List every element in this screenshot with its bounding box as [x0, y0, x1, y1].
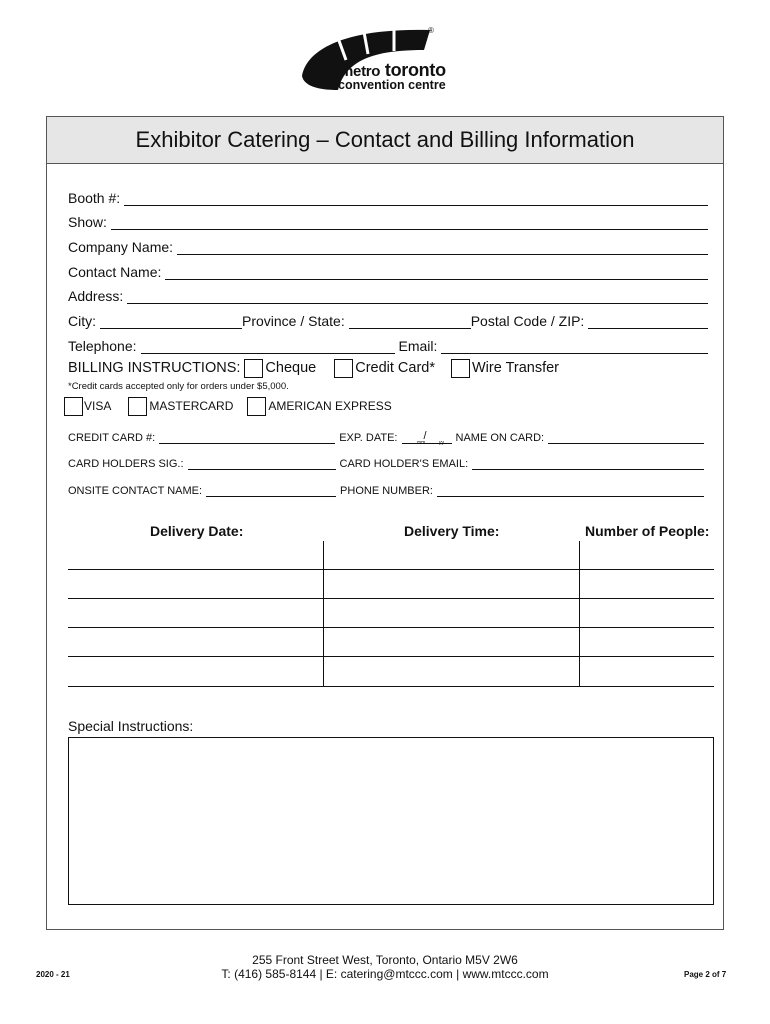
cheque-checkbox[interactable]	[244, 359, 263, 378]
address-row	[68, 286, 708, 304]
address-label: Address:	[68, 288, 124, 304]
exp-date-slash: /	[423, 430, 427, 442]
company-row	[68, 237, 708, 255]
onsite-contact-field[interactable]	[206, 485, 336, 497]
province-field[interactable]	[349, 314, 471, 329]
people-header: Number of People:	[585, 523, 710, 539]
exp-date-field[interactable]	[402, 432, 452, 444]
title-bar	[47, 117, 723, 164]
city-row	[68, 311, 708, 329]
province-label: Province / State:	[242, 313, 345, 329]
registered-mark: ®	[428, 26, 434, 35]
special-instructions-box[interactable]	[68, 737, 714, 905]
holder-row	[68, 452, 704, 470]
email-field[interactable]	[441, 339, 708, 354]
show-field[interactable]	[111, 215, 708, 230]
special-instructions-label: Special Instructions:	[68, 718, 194, 734]
logo-subline: convention centre	[338, 78, 446, 92]
contact-field[interactable]	[165, 265, 708, 280]
amex-label: AMERICAN EXPRESS	[268, 399, 392, 413]
footer-contact: T: (416) 585-8144 | E: catering@mtccc.com | www.mtccc.com	[221, 967, 549, 981]
telephone-field[interactable]	[141, 339, 395, 354]
exp-date-label: EXP. DATE:	[339, 432, 398, 444]
delivery-time-header: Delivery Time:	[404, 523, 500, 539]
visa-label: VISA	[84, 399, 112, 413]
holder-email-field[interactable]	[472, 458, 704, 470]
card-type-row	[68, 397, 392, 415]
cheque-label: Cheque	[265, 360, 317, 376]
city-label: City:	[68, 313, 96, 329]
postal-label: Postal Code / ZIP:	[470, 313, 585, 329]
postal-field[interactable]	[588, 314, 708, 329]
booth-field[interactable]	[124, 191, 708, 206]
credit-card-checkbox[interactable]	[334, 359, 353, 378]
credit-card-number-label: CREDIT CARD #:	[68, 432, 156, 444]
logo-word-toronto: toronto	[384, 60, 446, 80]
logo-word-metro: metro	[340, 63, 381, 80]
wire-transfer-checkbox[interactable]	[451, 359, 470, 378]
email-label: Email:	[398, 338, 438, 354]
table-divider	[579, 541, 580, 687]
footer-year: 2020 - 21	[36, 970, 70, 979]
credit-card-row	[68, 426, 704, 444]
table-row[interactable]	[68, 656, 714, 657]
telephone-row	[68, 336, 708, 354]
credit-card-label: Credit Card*	[355, 360, 435, 376]
booth-row	[68, 188, 708, 206]
city-field[interactable]	[100, 314, 242, 329]
onsite-contact-label: ONSITE CONTACT NAME:	[68, 485, 203, 497]
exp-yy-hint: yy	[439, 440, 444, 446]
table-row[interactable]	[68, 569, 714, 570]
table-row[interactable]	[68, 627, 714, 628]
contact-label: Contact Name:	[68, 264, 162, 280]
credit-card-number-field[interactable]	[159, 432, 335, 444]
table-divider	[323, 541, 324, 687]
table-row[interactable]	[68, 598, 714, 599]
visa-checkbox[interactable]	[64, 397, 83, 416]
footer-address: 255 Front Street West, Toronto, Ontario M5V 2W6	[252, 953, 518, 967]
billing-row	[68, 359, 559, 377]
show-label: Show:	[68, 214, 107, 230]
page-number: Page 2 of 7	[684, 970, 727, 979]
delivery-date-header: Delivery Date:	[150, 523, 244, 539]
mastercard-checkbox[interactable]	[128, 397, 147, 416]
name-on-card-field[interactable]	[548, 432, 704, 444]
phone-field[interactable]	[437, 485, 704, 497]
table-row[interactable]	[68, 686, 714, 687]
onsite-row	[68, 479, 704, 497]
telephone-label: Telephone:	[68, 338, 137, 354]
billing-label: BILLING INSTRUCTIONS:	[68, 360, 241, 376]
page-title: Exhibitor Catering – Contact and Billing Information	[135, 127, 635, 152]
credit-card-note: *Credit cards accepted only for orders under $5,000.	[68, 381, 289, 392]
exp-mm-hint: mm	[417, 440, 426, 446]
holder-sig-label: CARD HOLDERS SIG.:	[68, 458, 184, 470]
holder-email-label: CARD HOLDER'S EMAIL:	[339, 458, 469, 470]
company-label: Company Name:	[68, 239, 174, 255]
address-field[interactable]	[127, 289, 708, 304]
show-row	[68, 212, 708, 230]
wire-transfer-label: Wire Transfer	[472, 360, 560, 376]
company-field[interactable]	[177, 240, 708, 255]
name-on-card-label: NAME ON CARD:	[455, 432, 545, 444]
phone-label: PHONE NUMBER:	[340, 485, 433, 497]
amex-checkbox[interactable]	[247, 397, 266, 416]
mastercard-label: MASTERCARD	[149, 399, 234, 413]
contact-row	[68, 262, 708, 280]
booth-label: Booth #:	[68, 190, 121, 206]
holder-sig-field[interactable]	[188, 458, 336, 470]
